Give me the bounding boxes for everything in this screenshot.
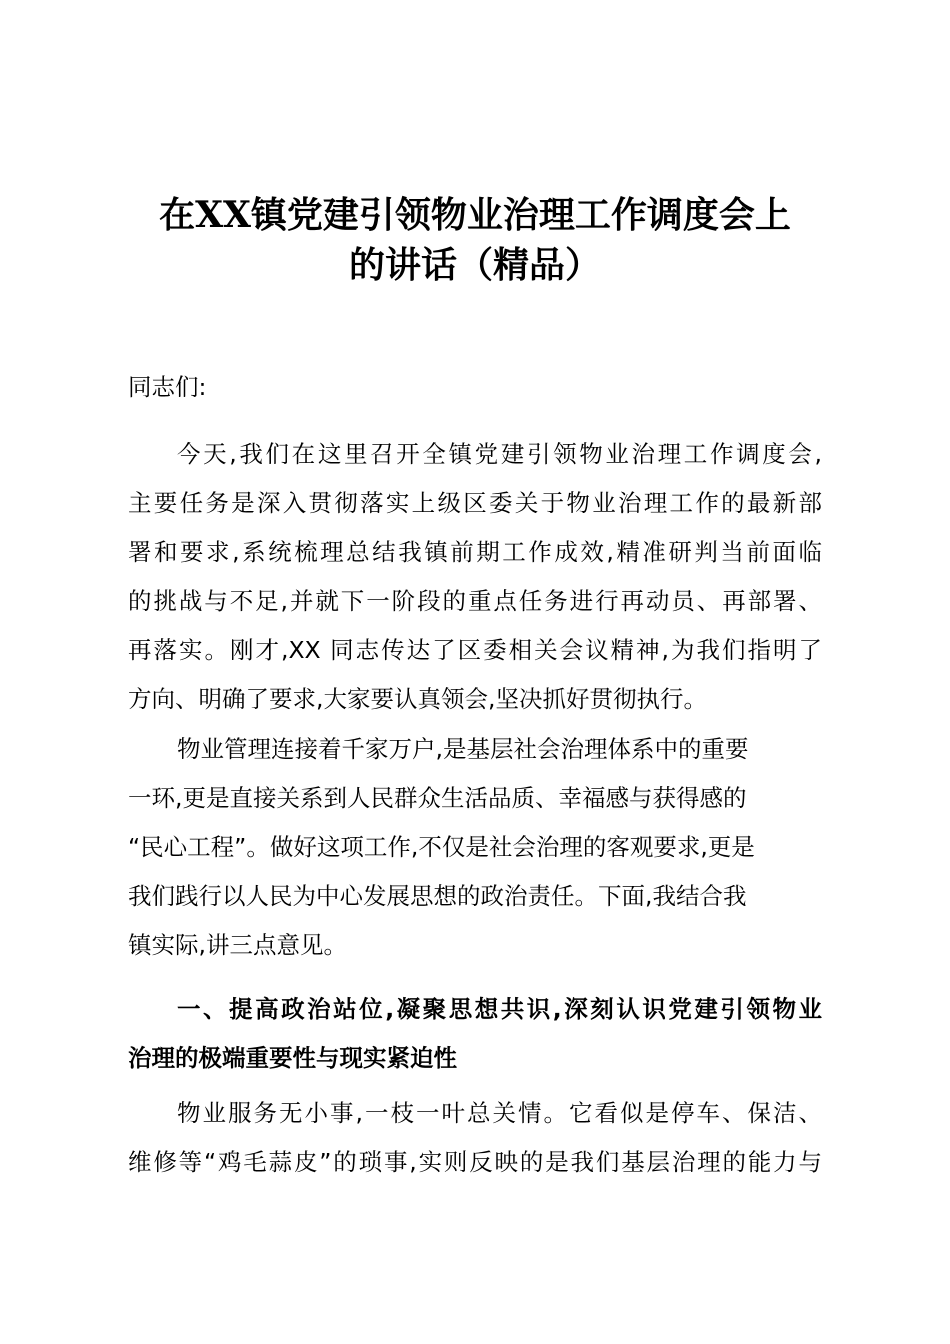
text-line: 今天,我们在这里召开全镇党建引领物业治理工作调度会, [177, 440, 822, 468]
text-line: 镇实际,讲三点意见。 [128, 931, 347, 959]
salutation-text: 同志们: [128, 373, 207, 401]
text-line: 再落实。刚才,XX 同志传达了区委相关会议精神,为我们指明了 [128, 636, 822, 664]
heading-line: 治理的极端重要性与现实紧迫性 [128, 1044, 457, 1072]
text-line: 物业管理连接着千家万户,是基层社会治理体系中的重要 [177, 735, 749, 763]
text-line: 主要任务是深入贯彻落实上级区委关于物业治理工作的最新部 [128, 489, 822, 517]
text-line: 维修等“鸡毛蒜皮”的琐事,实则反映的是我们基层治理的能力与 [128, 1148, 822, 1176]
heading-line: 一、提高政治站位,凝聚思想共识,深刻认识党建引领物业 [177, 995, 822, 1023]
text-line: 方向、明确了要求,大家要认真领会,坚决抓好贯彻执行。 [128, 685, 707, 713]
title-line: 在XX镇党建引领物业治理工作调度会上 [159, 194, 791, 236]
text-line: 的挑战与不足,并就下一阶段的重点任务进行再动员、再部署、 [128, 587, 822, 615]
section-heading-1 [128, 985, 822, 1083]
title-line: 的讲话（精品） [348, 244, 601, 286]
text-line: 署和要求,系统梳理总结我镇前期工作成效,精准研判当前面临 [128, 538, 822, 566]
paragraph-section-1 [128, 1089, 822, 1187]
text-line: 一环,更是直接关系到人民群众生活品质、幸福感与获得感的 [128, 784, 747, 812]
text-line: 物业服务无小事,一枝一叶总关情。它看似是停车、保洁、 [177, 1099, 822, 1127]
text-line: “民心工程”。做好这项工作,不仅是社会治理的客观要求,更是 [128, 833, 755, 861]
paragraph-significance [128, 725, 822, 970]
document-title [100, 190, 850, 290]
text-line: 我们践行以人民为中心发展思想的政治责任。下面,我结合我 [128, 882, 747, 910]
paragraph-opening [128, 430, 822, 724]
salutation [128, 363, 822, 412]
